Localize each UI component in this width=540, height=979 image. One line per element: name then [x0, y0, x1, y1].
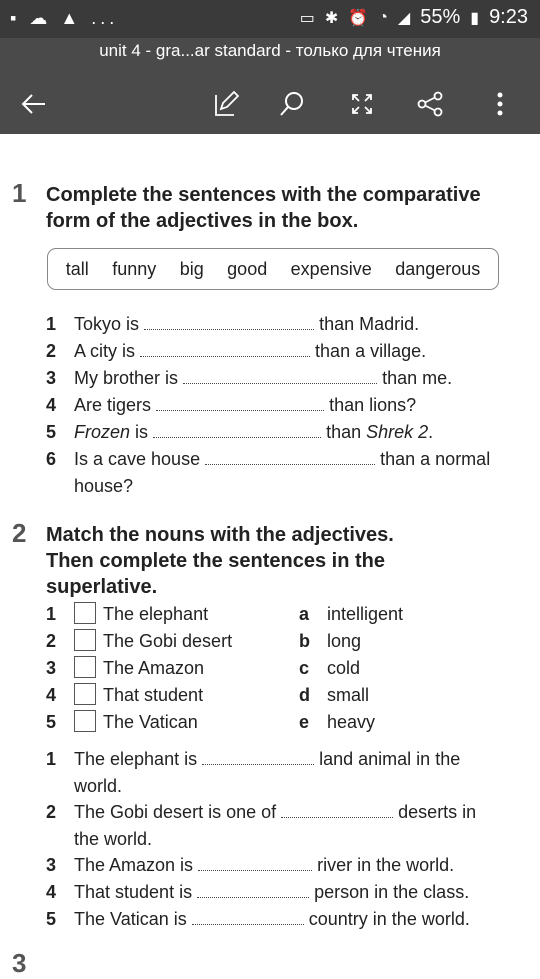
- word: funny: [112, 258, 157, 279]
- answer-blank[interactable]: [198, 855, 312, 871]
- word-box: [47, 248, 499, 290]
- fullscreen-icon[interactable]: [342, 84, 382, 124]
- word: good: [227, 258, 268, 279]
- word: big: [179, 258, 204, 279]
- answer-checkbox[interactable]: [74, 710, 96, 732]
- share-icon[interactable]: [410, 84, 450, 124]
- clock: 9:23: [489, 6, 528, 28]
- match-row: 1 The elephant a intelligent: [46, 604, 404, 624]
- answer-blank[interactable]: [192, 909, 304, 925]
- match-row: 5 The Vatican e heavy: [46, 712, 376, 732]
- exercise-number: 1: [12, 178, 27, 208]
- answer-checkbox[interactable]: [74, 656, 96, 678]
- answer-blank[interactable]: [140, 341, 310, 357]
- answer-blank[interactable]: [197, 882, 309, 898]
- answer-blank[interactable]: [156, 395, 324, 411]
- back-arrow-icon[interactable]: [14, 84, 54, 124]
- match-row: 4 That student d small: [46, 685, 370, 705]
- match-row: 2 The Gobi desert b long: [46, 631, 362, 651]
- toolbar: [0, 84, 540, 124]
- exercise-heading: Match the nouns with the adjectives. Then complete the sentences in the superlative.: [46, 524, 394, 598]
- word: tall: [65, 258, 89, 279]
- exercise-number: 2: [12, 518, 27, 548]
- word: expensive: [290, 258, 372, 279]
- status-right: [300, 6, 528, 29]
- answer-blank[interactable]: [202, 749, 314, 765]
- answer-checkbox[interactable]: [74, 602, 96, 624]
- battery-percent: 55%: [420, 6, 461, 28]
- notification-icons: ▪ ☁ ▲ ...: [10, 8, 119, 28]
- exercise-number-partial: 3: [12, 948, 27, 978]
- answer-blank[interactable]: [205, 449, 375, 465]
- alarm-icon: ⏰: [348, 9, 369, 27]
- answer-checkbox[interactable]: [74, 683, 96, 705]
- bluetooth-icon: ✱: [324, 9, 339, 27]
- answer-blank[interactable]: [153, 422, 321, 438]
- battery-icon: ▮: [470, 9, 480, 27]
- answer-checkbox[interactable]: [74, 629, 96, 651]
- answer-blank[interactable]: [144, 314, 314, 330]
- more-vertical-icon[interactable]: [480, 84, 520, 124]
- edit-icon[interactable]: [206, 84, 246, 124]
- app-bar: [0, 38, 540, 134]
- wifi-icon: ◔: [378, 8, 388, 26]
- signal-icon: ◢: [397, 9, 411, 27]
- exercise-heading: Complete the sentences with the comparative form of the adjectives in the box.: [46, 184, 481, 232]
- document-title: unit 4 - gra...ar standard - только для чтения: [99, 41, 441, 60]
- word: dangerous: [395, 258, 481, 279]
- cast-icon: ▭: [299, 9, 315, 27]
- status-bar: [0, 0, 540, 38]
- search-icon[interactable]: [272, 84, 312, 124]
- answer-blank[interactable]: [281, 802, 393, 818]
- answer-blank[interactable]: [183, 368, 377, 384]
- match-row: 3 The Amazon c cold: [46, 658, 361, 678]
